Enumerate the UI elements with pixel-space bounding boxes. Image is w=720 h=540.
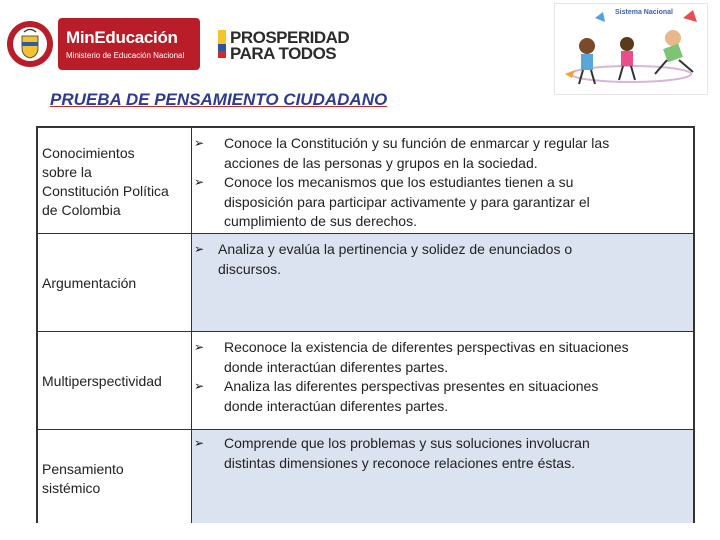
bullet-arrow-icon: ➢ xyxy=(194,136,205,150)
description-text: Conoce los mecanismos que los estudiantes tienen a su xyxy=(224,174,574,190)
competency-label: Argumentación xyxy=(42,275,137,291)
description-text: donde interactúan diferentes partes. xyxy=(224,358,449,375)
bullet-arrow-icon: ➢ xyxy=(194,379,205,393)
page-title: PRUEBA DE PENSAMIENTO CIUDADANO xyxy=(50,90,388,109)
colombia-seal-icon xyxy=(6,18,54,70)
kids-caption: Sistema Nacional xyxy=(615,9,673,16)
competency-cell xyxy=(38,234,192,331)
competency-label: sobre la xyxy=(42,164,92,180)
table-row xyxy=(38,128,693,234)
bullet-arrow-icon: ➢ xyxy=(194,436,205,450)
description-cell xyxy=(192,234,693,331)
description-text: Analiza y evalúa la pertinencia y solidez de enunciados o xyxy=(218,241,573,257)
competency-label: de Colombia xyxy=(42,202,121,218)
bullet-arrow-icon: ➢ xyxy=(194,340,205,354)
description-text: Comprende que los problemas y sus soluciones involucran xyxy=(224,435,590,451)
table-row xyxy=(38,234,693,332)
competency-label: sistémico xyxy=(42,480,101,496)
bullet-arrow-icon: ➢ xyxy=(194,175,205,189)
description-cell xyxy=(192,332,693,429)
playing-children-icon xyxy=(555,4,707,94)
competency-cell xyxy=(38,430,192,523)
header-banner xyxy=(0,0,720,92)
description-text: donde interactúan diferentes partes. xyxy=(224,397,449,414)
description-text: Analiza las diferentes perspectivas presentes en situaciones xyxy=(224,378,599,394)
table-row xyxy=(38,430,693,523)
competency-label: Pensamiento xyxy=(42,461,124,477)
description-text: Conoce la Constitución y su función de enmarcar y regular las xyxy=(224,135,610,151)
mineducacion-subtitle: Ministerio de Educación Nacional xyxy=(66,51,185,60)
children-illustration xyxy=(554,3,708,95)
bullet-arrow-icon: ➢ xyxy=(194,242,205,256)
mineducacion-title: MinEducación xyxy=(66,28,178,47)
mineducacion-logo xyxy=(58,18,200,70)
description-text: distintas dimensiones y reconoce relaciones entre éstas. xyxy=(224,454,575,471)
description-text: disposición para participar activamente y para garantizar el xyxy=(224,193,590,210)
competency-cell xyxy=(38,332,192,429)
competency-label: Constitución Política xyxy=(42,183,169,199)
description-cell xyxy=(192,128,693,233)
prosperidad-line1: PROSPERIDAD xyxy=(230,28,350,47)
competencies-table xyxy=(36,126,695,523)
flag-stripes-icon xyxy=(218,30,226,58)
description-text: cumplimiento de sus derechos. xyxy=(224,213,417,229)
description-text: acciones de las personas y grupos en la sociedad. xyxy=(224,154,538,171)
description-cell xyxy=(192,430,693,523)
competency-label: Conocimientos xyxy=(42,145,135,161)
prosperidad-line2: PARA TODOS xyxy=(230,44,337,63)
competency-cell xyxy=(38,128,192,233)
table-row xyxy=(38,332,693,430)
description-text: discursos. xyxy=(218,260,282,277)
description-text: Reconoce la existencia de diferentes perspectivas en situaciones xyxy=(224,339,629,355)
competency-label: Multiperspectividad xyxy=(42,373,162,389)
